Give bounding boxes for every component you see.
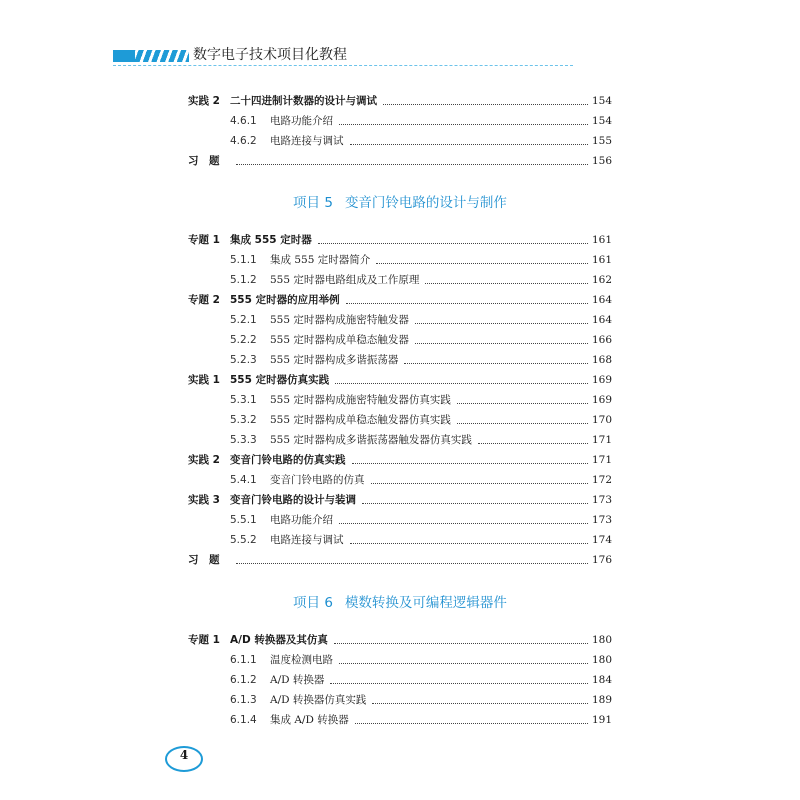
entry-number: 5.2.1 <box>230 314 257 326</box>
leader-dots <box>339 663 588 664</box>
entry-title: 变音门铃电路的仿真 <box>270 474 365 486</box>
toc-entry[interactable] <box>230 331 612 347</box>
leader-dots <box>330 683 588 684</box>
entry-number: 实践 2 <box>188 454 220 466</box>
entry-page: 164 <box>591 294 612 306</box>
leader-dots <box>355 723 588 724</box>
leader-dots <box>335 383 588 384</box>
entry-title: 555 定时器构成施密特触发器 <box>270 314 409 326</box>
entry-number: 5.2.2 <box>230 334 257 346</box>
entry-page: 180 <box>591 654 612 666</box>
toc-entry[interactable] <box>230 511 612 527</box>
entry-page: 164 <box>591 314 612 326</box>
entry-title: 555 定时器构成单稳态触发器 <box>270 334 409 346</box>
entry-page: 154 <box>591 95 612 107</box>
leader-dots <box>362 503 588 504</box>
toc-entry[interactable] <box>188 92 612 108</box>
toc-entry[interactable] <box>188 551 612 567</box>
project-label: 项目 5 <box>293 195 333 211</box>
entry-page: 161 <box>591 234 612 246</box>
entry-title: 电路连接与调试 <box>270 135 344 147</box>
entry-number: 5.1.1 <box>230 254 257 266</box>
entry-number: 6.1.2 <box>230 674 257 686</box>
leader-dots <box>478 443 588 444</box>
leader-dots <box>457 403 588 404</box>
entry-number: 专题 1 <box>188 234 220 246</box>
leader-dots <box>339 124 588 125</box>
toc-entry[interactable] <box>230 651 612 667</box>
entry-title: 555 定时器的应用举例 <box>230 294 340 306</box>
entry-page: 176 <box>591 554 612 566</box>
entry-number: 5.3.1 <box>230 394 257 406</box>
entry-title: 集成 555 定时器 <box>230 234 312 246</box>
entry-number: 6.1.1 <box>230 654 257 666</box>
entry-number: 习 题 <box>188 155 220 167</box>
toc-entry[interactable] <box>230 711 612 727</box>
entry-number: 实践 3 <box>188 494 220 506</box>
entry-page: 170 <box>591 414 612 426</box>
toc-entry[interactable] <box>230 431 612 447</box>
entry-page: 162 <box>591 274 612 286</box>
entry-number: 5.5.1 <box>230 514 257 526</box>
toc-entry[interactable] <box>230 251 612 267</box>
toc-entry[interactable] <box>230 351 612 367</box>
toc-entry[interactable] <box>188 152 612 168</box>
entry-page: 155 <box>591 135 612 147</box>
project-title: 模数转换及可编程逻辑器件 <box>344 595 507 611</box>
leader-dots <box>346 303 588 304</box>
page-number: 4 <box>179 748 189 762</box>
entry-page: 168 <box>591 354 612 366</box>
toc-entry[interactable] <box>188 291 612 307</box>
entry-title: 变音门铃电路的仿真实践 <box>230 454 346 466</box>
toc-entry[interactable] <box>230 112 612 128</box>
toc-entry[interactable] <box>188 631 612 647</box>
toc-entry[interactable] <box>230 132 612 148</box>
toc-entry[interactable] <box>230 271 612 287</box>
toc-entry[interactable] <box>230 531 612 547</box>
entry-title: 变音门铃电路的设计与装调 <box>230 494 356 506</box>
entry-page: 161 <box>591 254 612 266</box>
leader-dots <box>339 523 588 524</box>
leader-dots <box>318 243 588 244</box>
entry-number: 5.1.2 <box>230 274 257 286</box>
entry-number: 专题 1 <box>188 634 220 646</box>
toc-entry[interactable] <box>188 231 612 247</box>
entry-number: 5.3.2 <box>230 414 257 426</box>
entry-page: 156 <box>591 155 612 167</box>
entry-number: 专题 2 <box>188 294 220 306</box>
leader-dots <box>415 343 588 344</box>
leader-dots <box>372 703 588 704</box>
entry-page: 172 <box>591 474 612 486</box>
entry-number: 5.3.3 <box>230 434 257 446</box>
entry-title: 555 定时器构成多谐振荡器 <box>270 354 399 366</box>
leader-dots <box>415 323 588 324</box>
project-label: 项目 6 <box>293 595 333 611</box>
entry-number: 5.4.1 <box>230 474 257 486</box>
entry-page: 191 <box>591 714 612 726</box>
toc-entry[interactable] <box>230 411 612 427</box>
leader-dots <box>236 563 588 564</box>
entry-title: 二十四进制计数器的设计与调试 <box>230 95 377 107</box>
toc-entry[interactable] <box>230 391 612 407</box>
toc-entry[interactable] <box>188 491 612 507</box>
leader-dots <box>371 483 588 484</box>
toc-entry[interactable] <box>230 471 612 487</box>
entry-number: 4.6.2 <box>230 135 257 147</box>
entry-title: 集成 A/D 转换器 <box>270 714 349 726</box>
entry-title: 电路功能介绍 <box>270 514 333 526</box>
leader-dots <box>376 263 588 264</box>
entry-page: 174 <box>591 534 612 546</box>
entry-title: 电路连接与调试 <box>270 534 344 546</box>
entry-number: 实践 2 <box>188 95 220 107</box>
entry-title: A/D 转换器 <box>270 674 325 686</box>
leader-dots <box>425 283 588 284</box>
entry-title: 集成 555 定时器简介 <box>270 254 371 266</box>
leader-dots <box>334 643 588 644</box>
entry-page: 171 <box>591 454 612 466</box>
entry-title: 电路功能介绍 <box>270 115 333 127</box>
toc-entry[interactable] <box>230 311 612 327</box>
entry-page: 184 <box>591 674 612 686</box>
project-heading[interactable] <box>0 591 800 611</box>
entry-number: 5.2.3 <box>230 354 257 366</box>
entry-page: 173 <box>591 494 612 506</box>
entry-page: 169 <box>591 394 612 406</box>
toc-entry[interactable] <box>230 691 612 707</box>
entry-page: 154 <box>591 115 612 127</box>
leader-dots <box>383 104 588 105</box>
entry-number: 6.1.3 <box>230 694 257 706</box>
entry-title: 555 定时器构成施密特触发器仿真实践 <box>270 394 451 406</box>
entry-title: 555 定时器电路组成及工作原理 <box>270 274 420 286</box>
leader-dots <box>350 144 588 145</box>
book-title: 数字电子技术项目化教程 <box>193 47 347 63</box>
entry-number: 4.6.1 <box>230 115 257 127</box>
entry-title: A/D 转换器及其仿真 <box>230 634 328 646</box>
toc-entry[interactable] <box>188 371 612 387</box>
entry-title: A/D 转换器仿真实践 <box>270 694 367 706</box>
entry-title: 555 定时器构成多谐振荡器触发器仿真实践 <box>270 434 472 446</box>
page-number-badge <box>165 746 205 770</box>
project-title: 变音门铃电路的设计与制作 <box>344 195 507 211</box>
entry-page: 173 <box>591 514 612 526</box>
entry-title: 温度检测电路 <box>270 654 333 666</box>
entry-number: 5.5.2 <box>230 534 257 546</box>
entry-number: 实践 1 <box>188 374 220 386</box>
entry-page: 169 <box>591 374 612 386</box>
toc-entry[interactable] <box>230 671 612 687</box>
leader-dots <box>352 463 588 464</box>
entry-number: 6.1.4 <box>230 714 257 726</box>
entry-page: 171 <box>591 434 612 446</box>
project-heading[interactable] <box>0 191 800 211</box>
entry-title: 555 定时器仿真实践 <box>230 374 330 386</box>
leader-dots <box>236 164 588 165</box>
leader-dots <box>404 363 588 364</box>
leader-dots <box>457 423 588 424</box>
toc-entry[interactable] <box>188 451 612 467</box>
entry-number: 习 题 <box>188 554 220 566</box>
entry-title: 555 定时器构成单稳态触发器仿真实践 <box>270 414 451 426</box>
entry-page: 189 <box>591 694 612 706</box>
entry-page: 180 <box>591 634 612 646</box>
leader-dots <box>350 543 588 544</box>
entry-page: 166 <box>591 334 612 346</box>
